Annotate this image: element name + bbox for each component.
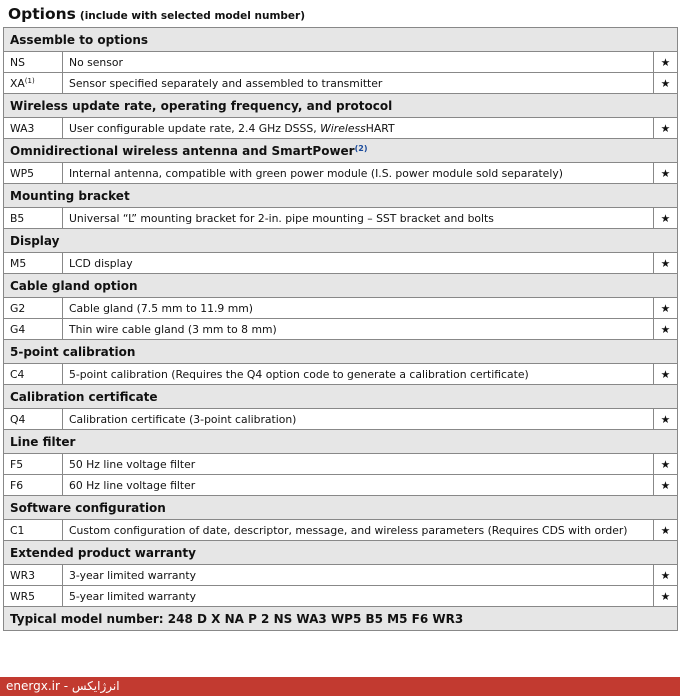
section-header-software: Software configuration (4, 496, 678, 520)
table-row (4, 409, 678, 430)
option-code: G4 (4, 319, 63, 340)
section-header-cable: Cable gland option (4, 274, 678, 298)
star-icon: ★ (654, 475, 678, 496)
section-header-wireless: Wireless update rate, operating frequency, and protocol (4, 94, 678, 118)
section-header-linefilter: Line filter (4, 430, 678, 454)
option-code: WR3 (4, 565, 63, 586)
page-title (8, 3, 305, 25)
star-icon: ★ (654, 586, 678, 607)
option-desc: 5-year limited warranty (63, 586, 654, 607)
section-header-assemble: Assemble to options (4, 28, 678, 52)
star-icon: ★ (654, 364, 678, 385)
footnote-ref: (1) (24, 76, 35, 85)
table-row (4, 520, 678, 541)
option-desc: 5-point calibration (Requires the Q4 option code to generate a calibration certificate) (63, 364, 654, 385)
option-desc: Custom configuration of date, descriptor, message, and wireless parameters (Requires CDS with order) (63, 520, 654, 541)
table-row (4, 364, 678, 385)
option-code: F6 (4, 475, 63, 496)
table-row (4, 253, 678, 274)
table-row (4, 163, 678, 184)
option-code: G2 (4, 298, 63, 319)
section-header-mounting: Mounting bracket (4, 184, 678, 208)
table-row (4, 475, 678, 496)
section-header-antenna: Omnidirectional wireless antenna and SmartPower$^{(2)}$ (4, 139, 678, 163)
option-desc: Universal “L” mounting bracket for 2-in. pipe mounting – SST bracket and bolts (63, 208, 654, 229)
option-desc: 3-year limited warranty (63, 565, 654, 586)
options-table (3, 27, 678, 631)
star-icon: ★ (654, 298, 678, 319)
section-header-certificate: Calibration certificate (4, 385, 678, 409)
option-code: WP5 (4, 163, 63, 184)
star-icon: ★ (654, 565, 678, 586)
section-header-warranty: Extended product warranty (4, 541, 678, 565)
option-desc: 50 Hz line voltage filter (63, 454, 654, 475)
option-desc: Internal antenna, compatible with green power module (I.S. power module sold separately) (63, 163, 654, 184)
star-icon: ★ (654, 163, 678, 184)
table-row (4, 565, 678, 586)
option-code: WR5 (4, 586, 63, 607)
section-header-display: Display (4, 229, 678, 253)
option-code: XA$^{(1)}$ (4, 73, 63, 94)
star-icon: ★ (654, 520, 678, 541)
option-desc: No sensor (63, 52, 654, 73)
option-code: B5 (4, 208, 63, 229)
star-icon: ★ (654, 73, 678, 94)
option-desc: Cable gland (7.5 mm to 11.9 mm) (63, 298, 654, 319)
option-desc: User configurable update rate, 2.4 GHz DSSS, WirelessHART (63, 118, 654, 139)
table-row (4, 454, 678, 475)
option-code: M5 (4, 253, 63, 274)
watermark-text: energx.ir - انرژایکس (6, 679, 120, 693)
footnote-ref: (2) (354, 143, 368, 153)
typical-model-number: Typical model number: 248 D X NA P 2 NS WA3 WP5 B5 M5 F6 WR3 (4, 607, 678, 631)
option-desc: 60 Hz line voltage filter (63, 475, 654, 496)
table-row (4, 73, 678, 94)
option-code: Q4 (4, 409, 63, 430)
star-icon: ★ (654, 409, 678, 430)
title-main: Options (8, 5, 76, 23)
option-code: C4 (4, 364, 63, 385)
section-header-fivepoint: 5-point calibration (4, 340, 678, 364)
option-desc: Calibration certificate (3-point calibration) (63, 409, 654, 430)
star-icon: ★ (654, 253, 678, 274)
option-desc: LCD display (63, 253, 654, 274)
table-row (4, 208, 678, 229)
star-icon: ★ (654, 52, 678, 73)
star-icon: ★ (654, 319, 678, 340)
star-icon: ★ (654, 208, 678, 229)
table-row (4, 586, 678, 607)
option-code: NS (4, 52, 63, 73)
option-code: C1 (4, 520, 63, 541)
table-row (4, 52, 678, 73)
option-code: F5 (4, 454, 63, 475)
option-desc: Thin wire cable gland (3 mm to 8 mm) (63, 319, 654, 340)
star-icon: ★ (654, 118, 678, 139)
table-row (4, 319, 678, 340)
option-code: WA3 (4, 118, 63, 139)
watermark-banner (0, 677, 680, 696)
title-note: (include with selected model number) (79, 10, 305, 22)
star-icon: ★ (654, 454, 678, 475)
option-desc: Sensor specified separately and assembled to transmitter (63, 73, 654, 94)
table-row (4, 118, 678, 139)
table-row (4, 298, 678, 319)
